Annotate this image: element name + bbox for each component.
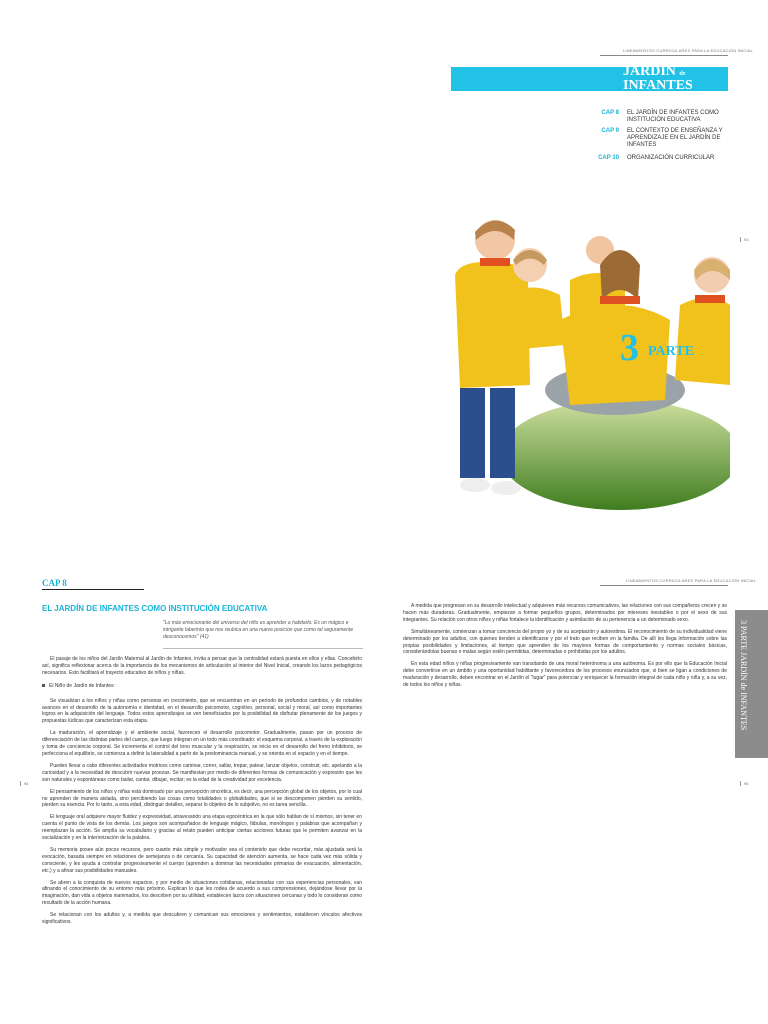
part-number: 3 (620, 327, 639, 369)
body-paragraph: Simultáneamente, comienzan a tomar conciencia del propio yo y de su aceptación y autoestima. El reconocimiento de su individualidad viene determinado por los adultos, con quienes tienden a identificarse y por el trato que reciben en la familia. De allí les llega información sobre las propias posibilidades y limitaciones, al tiempo que aprenden de los mayores formas de comportamiento y normas sociales básicas, considerándolas buenas o malas según estén permitidas, determinadas o prohibidas por los adultos. (403, 628, 727, 656)
right-column (403, 603, 727, 694)
subhead (42, 683, 362, 690)
body-paragraph: Se abren a la conquista de nuevos espacios, y por medio de situaciones cotidianas, relacionadas con sus experiencias personales, van afinando el conocimiento de su entorno más próximo. Explican lo que les rodea de acuerdo a sus comprensiones, dejándose llevar por la imaginación, dan vida a objetos inanimados, los describen por su utilidad, establecen lazos con situaciones cercanas y todo lo consideran como resultado de la acción humana. (42, 879, 362, 907)
chapter-entry[interactable] (575, 110, 737, 124)
page-number-top: 93 (740, 237, 748, 242)
chapter-label-bottom: CAP 8 (42, 578, 67, 588)
body-paragraph: Su memoria posee aún pocos recursos, pero cuanto más simple y motivador sea el contenido que debe recordar, más ajustada será la evocación, basada siempre en relaciones de semejanza o de cercanía. Su capacidad de atención aumenta, se hace cada vez más sólida y consciente, y les ayuda a controlar progresivamente el cuerpo (aprenden a dominar las necesidades primarias de evacuación, alimentación, etc.) y a afinar sus posibilidades manuales. (42, 846, 362, 874)
epigraph-quote: "Lo más emocionante del universo del niño es aprender a habitarlo. Es un mágico e intrigante laberinto que nos reubica en una nueva posición que como tal seguramente desconocemos" (41) (163, 620, 354, 640)
running-header-top: LINEAMIENTOS CURRICULARES PARA LA EDUCACIÓN INICIAL (623, 48, 754, 53)
book-title-de: de (679, 71, 686, 77)
bullet-square-icon (42, 684, 45, 687)
chapter-label: CAP 9 (601, 128, 619, 134)
book-title (623, 66, 693, 91)
part-side-tab (735, 610, 768, 758)
header-rule (600, 55, 728, 56)
running-header-bottom: LINEAMIENTOS CURRICULARES PARA LA EDUCACIÓN INICIAL (626, 578, 757, 583)
chapter-entry[interactable] (575, 128, 737, 149)
header-rule (600, 585, 728, 586)
chapter-title: ORGANIZACIÓN CURRICULAR (627, 155, 715, 161)
chapter-title: EL JARDÍN DE INFANTES COMO INSTITUCIÓN EDUCATIVA (627, 110, 719, 123)
quote-rule (163, 648, 363, 649)
body-paragraph: En esta edad niños y niñas progresivamente van transitando de una moral heterónoma a una autónoma. Es por ello que la Educación Inicial debe convertirse en un ámbito y una oportunidad habilitante y favorecedora de los procesos enunciados que, si bien se ligan a condiciones de maduración y desarrollo, deben encontrar en el Jardín el "lugar" para potenciar y enriquecer la formación integral de cada niño y niña y, a su vez, de todos los niños y niñas. (403, 661, 727, 689)
book-title-line2: INFANTES (623, 78, 693, 93)
body-paragraph: Se visualizan a los niños y niñas como personas en crecimiento, que se encuentran en un período de profundos cambios, y de notables avances en el desarrollo de la autonomía e identidad, en el desarrollo psicomotor, cognitivo, personal, social y moral, así como importantes logros en la adquisición del lenguaje. Todos estos aprendizajes se ven beneficiados por la posibilidad de disfrutar plenamente de los juegos y propuestas lúdicas que caracterizan esta etapa. (42, 697, 362, 725)
body-paragraph: El pensamiento de los niños y niñas está dominado por una percepción sincrética, es decir, una percepción global de los objetos, por lo cual no aprenden de manera aislada, sino percibiendo las cosas como totalidades o globalidades, que si se descomponen pierden su sentido, pierden su esencia. Por lo tanto, a esta edad, distinguir detalles, separar lo objetivo de lo subjetivo, no es tarea sencilla. (42, 788, 362, 809)
chapter-heading: EL JARDÍN DE INFANTES COMO INSTITUCIÓN EDUCATIVA (42, 604, 268, 613)
grass (500, 400, 730, 510)
body-paragraph: Pueden llevar a cabo diferentes actividades motrices como caminar, correr, saltar, trepar, patear, lanzar objetos, construir, etc. apelando a la curiosidad y a la necesidad de descubrir nuevas proezas. Se manifiestan por medio de diferentes formas de comunicación y expresión que les son naturales y espontáneas como bailar, cantar, dibujar, recitar; es la edad de la creatividad por excelencia. (42, 762, 362, 783)
chapter-title: EL CONTEXTO DE ENSEÑANZA Y APRENDIZAJE EN EL JARDÍN DE INFANTES (627, 128, 723, 148)
body-paragraph: El lenguaje oral adquiere mayor fluidez y expresividad, atravesando una etapa egocéntrica en la que sólo hablan de sí mismos, sin tener en cuenta el punto de vista de los demás. Los juegos son acompañados de lenguaje mágico, fábulas, monólogos y palabras que acompañan y reemplazan la acción. Se amplía su vocabulario y gracias al relato pueden anticipar ciertas acciones futuras que le permiten avanzar en la socialización y en la interiorización de la palabra. (42, 814, 362, 842)
part-word: PARTE (648, 344, 694, 359)
body-paragraph: La maduración, el aprendizaje y el ambiente social, favorecen el desarrollo psicomotor. Gradualmente, pasan por un proceso de diferenciación de las distintas partes del cuerpo, que luego integran en un todo más coordinado: el esquema corporal, a través de la exploración y toma de conciencia corporal. Se incrementa el control del tono muscular y la respiración, se inicia en el desarrollo del freno inhibitorio, se perfecciona el equilibrio, se comienza a definir la lateralidad a partir de la predominancia manual, y se orienta en el espacio y en el tiempo. (42, 730, 362, 757)
chapter-label: CAP 8 (601, 110, 619, 116)
page-number-left: 94 (20, 781, 28, 786)
book-title-line1: JARDÍN (623, 64, 676, 79)
body-paragraph: Se relacionan con los adultos y, a medida que descubren y comunican sus emociones y sentimientos, establecen vínculos afectivos significativos. (42, 912, 362, 926)
chapter-entry[interactable] (575, 155, 737, 162)
side-tab-text: 3 PARTE JARDÍN de INFANTES (739, 620, 748, 731)
chapter-rule (42, 589, 144, 590)
subhead-text: El Niño de Jardín de Infantes: (49, 682, 115, 689)
chapter-label: CAP 10 (598, 155, 619, 161)
left-column (42, 656, 362, 931)
body-paragraph: A medida que progresan en su desarrollo intelectual y adquieren más recursos comunicativos, las relaciones con sus compañeros crecen y se hacen más duraderas. Gradualmente, empiezan a formar pequeños grupos, determinados por intereses inestables o por el sexo de sus integrantes. Su relación con otros niños y niñas fortalece la identificación y asimilación de su pertenencia a un determinado sexo. (403, 603, 727, 623)
children-photo (440, 210, 730, 510)
page-number-right: 95 (740, 781, 748, 786)
intro-paragraph: El pasaje de los niños del Jardín Maternal al Jardín de Infantes, invita a pensar que la centralidad estará puesta en ellos y ellas. Concebirlo así, significa reflexionar acerca de la importancia de los mecanismos de articulación al interior del Nivel Inicial, creando los lazos pedagógicos necesarios. Esto facilitará el trayecto educativo de niños y niñas. (42, 656, 362, 676)
